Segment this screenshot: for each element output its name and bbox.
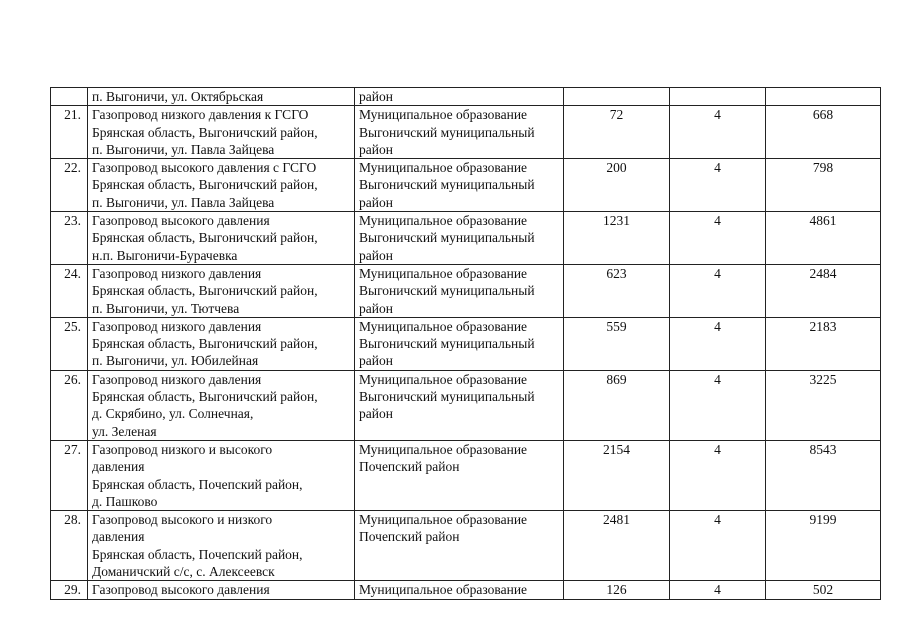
category-cell: 4 [670,440,766,510]
owner-line: район [359,141,393,157]
object-name-line: Брянская область, Выгоничский район, [92,336,318,352]
table-row [51,106,881,159]
object-name-line: н.п. Выгоничи-Бурачевка [92,247,238,263]
owner-cell [355,581,564,599]
table-row [51,511,881,581]
object-name-line: п. Выгоничи, ул. Юбилейная [92,353,259,369]
object-name-line: Брянская область, Выгоничский район, [92,177,318,193]
value-cell: 798 [766,159,881,212]
object-name-line: Брянская область, Выгоничский район, [92,389,318,405]
value-cell: 8543 [766,440,881,510]
table-row [51,264,881,317]
owner-line: район [359,89,393,104]
length-cell: 869 [564,370,670,440]
owner-line: Муниципальное образование [359,265,528,281]
owner-cell [355,511,564,581]
object-name-line: Доманичский с/с, с. Алексеевск [92,564,275,580]
length-cell: 2154 [564,440,670,510]
object-name-line: Брянская область, Почепский район, [92,476,303,492]
length-cell: 623 [564,264,670,317]
table-row [51,159,881,212]
row-number [51,88,88,106]
length-cell: 2481 [564,511,670,581]
category-cell: 4 [670,159,766,212]
category-cell: 4 [670,511,766,581]
object-name-line: д. Скрябино, ул. Солнечная, [92,406,254,422]
value-cell: 502 [766,581,881,599]
object-name-cell [88,370,355,440]
object-name-cell [88,264,355,317]
owner-line: Почепский район [359,459,460,475]
object-name-line: Брянская область, Выгоничский район, [92,230,318,246]
length-cell: 200 [564,159,670,212]
registry-table-body [51,88,881,600]
object-name-line: Газопровод высокого давления с ГСГО [92,160,317,176]
row-number: 23. [51,212,88,265]
category-cell: 4 [670,106,766,159]
object-name-line: Газопровод низкого и высокого [92,441,273,457]
object-name-line: Газопровод низкого давления к ГСГО [92,107,309,123]
object-name-line: Брянская область, Почепский район, [92,546,303,562]
table-row [51,212,881,265]
category-cell: 4 [670,264,766,317]
owner-cell [355,370,564,440]
object-name-line: д. Пашково [92,493,158,509]
table-row [51,370,881,440]
row-number: 25. [51,317,88,370]
object-name-line: п. Выгоничи, ул. Павла Зайцева [92,194,275,210]
owner-line: район [359,247,393,263]
object-name-line: Газопровод низкого давления [92,318,262,334]
object-name-cell [88,317,355,370]
owner-cell [355,212,564,265]
row-number: 22. [51,159,88,212]
owner-cell [355,106,564,159]
object-name-line: Газопровод высокого давления [92,582,270,598]
value-cell: 4861 [766,212,881,265]
registry-table [50,87,881,600]
owner-line: район [359,353,393,369]
table-row [51,440,881,510]
owner-line: Выгоничский муниципальный [359,177,535,193]
row-number: 28. [51,511,88,581]
owner-cell [355,317,564,370]
category-cell: 4 [670,212,766,265]
owner-line: Муниципальное образование [359,371,528,387]
object-name-line: Брянская область, Выгоничский район, [92,124,318,140]
length-cell: 126 [564,581,670,599]
table-row [51,581,881,599]
length-cell: 1231 [564,212,670,265]
value-cell [766,88,881,106]
object-name-cell [88,440,355,510]
owner-line: район [359,406,393,422]
object-name-line: давления [92,529,145,545]
object-name-line: Газопровод низкого давления [92,371,262,387]
owner-line: Выгоничский муниципальный [359,283,535,299]
owner-line: Выгоничский муниципальный [359,389,535,405]
value-cell: 668 [766,106,881,159]
table-row [51,317,881,370]
object-name-cell [88,511,355,581]
value-cell: 9199 [766,511,881,581]
owner-line: Выгоничский муниципальный [359,230,535,246]
row-number: 27. [51,440,88,510]
owner-line: Муниципальное образование [359,213,528,229]
row-number: 29. [51,581,88,599]
category-cell: 4 [670,317,766,370]
category-cell: 4 [670,370,766,440]
owner-cell [355,264,564,317]
owner-line: Выгоничский муниципальный [359,124,535,140]
table-row [51,88,881,106]
owner-line: Муниципальное образование [359,160,528,176]
owner-cell [355,159,564,212]
object-name-cell [88,159,355,212]
row-number: 26. [51,370,88,440]
object-name-line: п. Выгоничи, ул. Павла Зайцева [92,141,275,157]
owner-line: Почепский район [359,529,460,545]
owner-line: Муниципальное образование [359,582,528,598]
object-name-cell [88,106,355,159]
owner-cell [355,440,564,510]
owner-line: район [359,300,393,316]
object-name-line: Брянская область, Выгоничский район, [92,283,318,299]
row-number: 24. [51,264,88,317]
row-number: 21. [51,106,88,159]
owner-line: Муниципальное образование [359,512,528,528]
object-name-line: давления [92,459,145,475]
object-name-cell [88,581,355,599]
object-name-line: ул. Зеленая [92,423,157,439]
owner-line: район [359,194,393,210]
object-name-line: Газопровод высокого и низкого [92,512,273,528]
object-name-cell [88,88,355,106]
owner-line: Муниципальное образование [359,441,528,457]
length-cell: 72 [564,106,670,159]
category-cell [670,88,766,106]
value-cell: 2484 [766,264,881,317]
owner-line: Муниципальное образование [359,318,528,334]
length-cell [564,88,670,106]
category-cell: 4 [670,581,766,599]
object-name-line: Газопровод низкого давления [92,265,262,281]
object-name-cell [88,212,355,265]
object-name-line: Газопровод высокого давления [92,213,270,229]
owner-cell [355,88,564,106]
owner-line: Муниципальное образование [359,107,528,123]
object-name-line: п. Выгоничи, ул. Октябрьская [92,89,264,104]
length-cell: 559 [564,317,670,370]
object-name-line: п. Выгоничи, ул. Тютчева [92,300,240,316]
value-cell: 2183 [766,317,881,370]
owner-line: Выгоничский муниципальный [359,336,535,352]
value-cell: 3225 [766,370,881,440]
